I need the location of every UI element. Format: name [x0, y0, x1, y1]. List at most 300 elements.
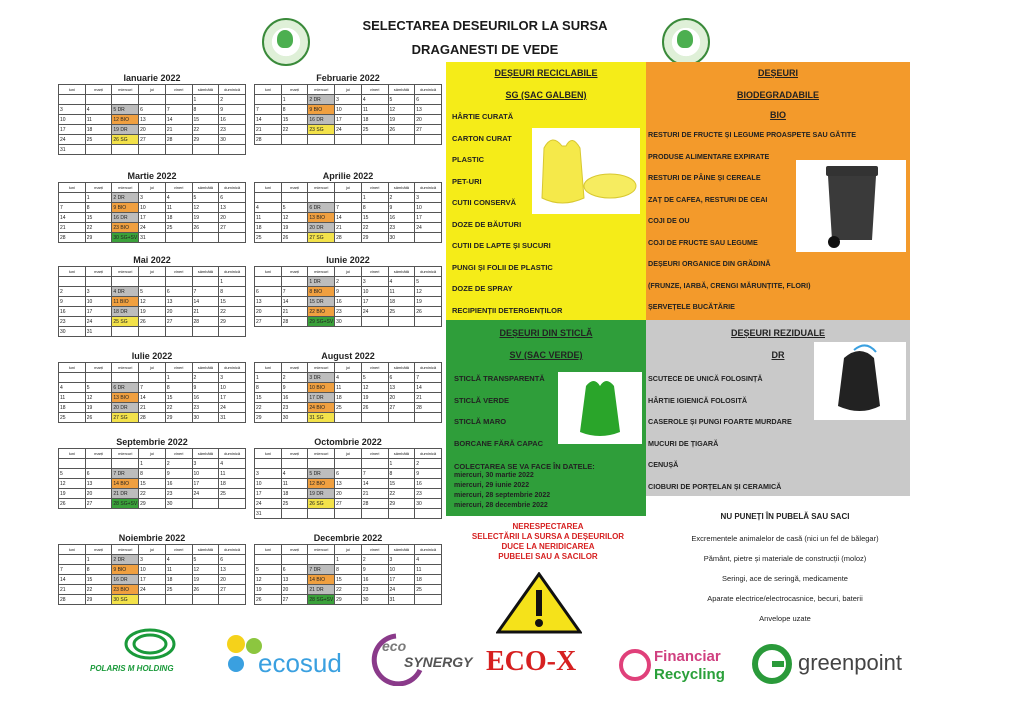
- day-cell: 28: [281, 317, 308, 327]
- day-cell: 4: [281, 469, 308, 479]
- day-cell: 1 DR: [308, 277, 335, 287]
- day-cell: 2: [281, 373, 308, 383]
- day-cell: 11: [219, 469, 246, 479]
- day-cell: [308, 459, 335, 469]
- weekday-header: duminică: [415, 363, 442, 373]
- weekday-header: sâmbătă: [192, 267, 219, 277]
- weekday-header: vineri: [361, 363, 388, 373]
- weekday-header: luni: [59, 267, 86, 277]
- weekday-header: joi: [139, 545, 166, 555]
- day-cell: 16 DR: [308, 115, 335, 125]
- list-item: CUTII DE LAPTE ȘI SUCURI: [452, 241, 551, 250]
- day-cell: 8: [361, 203, 388, 213]
- day-cell: 15: [361, 213, 388, 223]
- day-cell: 15: [219, 297, 246, 307]
- month-title: Octombrie 2022: [314, 437, 382, 447]
- day-cell: 23: [335, 307, 362, 317]
- day-cell: 25: [361, 125, 388, 135]
- day-cell: 7: [281, 287, 308, 297]
- day-cell: [85, 277, 112, 287]
- day-cell: 26: [255, 595, 282, 605]
- day-cell: 8: [85, 203, 112, 213]
- calendar-month: [58, 436, 246, 509]
- day-cell: 6: [255, 287, 282, 297]
- day-cell: 6: [165, 287, 192, 297]
- day-cell: 14 BIO: [308, 575, 335, 585]
- day-cell: 19: [281, 223, 308, 233]
- day-cell: 5: [192, 555, 219, 565]
- day-cell: 19: [361, 393, 388, 403]
- day-cell: 23: [192, 403, 219, 413]
- day-cell: 12: [255, 575, 282, 585]
- day-cell: 20 DR: [308, 223, 335, 233]
- day-cell: 5: [255, 565, 282, 575]
- day-cell: 2: [165, 459, 192, 469]
- day-cell: 24: [139, 585, 166, 595]
- list-item: miercuri, 29 iunie 2022: [454, 482, 530, 489]
- day-cell: [59, 95, 86, 105]
- list-item: (FRUNZE, IARBĂ, CRENGI MĂRUNȚITE, FLORI): [648, 280, 811, 290]
- day-cell: 14: [361, 479, 388, 489]
- day-cell: 18: [415, 575, 442, 585]
- weekday-header: miercuri: [112, 363, 139, 373]
- warning-line: PUBELEI SAU A SACILOR: [498, 552, 598, 561]
- list-item: STICLĂ VERDE: [454, 395, 510, 405]
- day-cell: 21: [281, 307, 308, 317]
- day-cell: 10: [388, 565, 415, 575]
- day-cell: 3: [85, 287, 112, 297]
- weekday-header: luni: [59, 363, 86, 373]
- financial-logo: [618, 648, 652, 687]
- bin-icon: [796, 160, 906, 252]
- day-cell: 10: [85, 297, 112, 307]
- month-table: [58, 362, 246, 423]
- day-cell: 8: [219, 287, 246, 297]
- day-cell: 12: [85, 393, 112, 403]
- day-cell: 27: [415, 125, 442, 135]
- day-cell: 13: [415, 105, 442, 115]
- day-cell: 21: [165, 125, 192, 135]
- residual-title: DEȘEURI REZIDUALE: [730, 328, 825, 338]
- polaris-logo: [110, 626, 190, 662]
- weekday-header: duminică: [219, 449, 246, 459]
- day-cell: 3: [361, 277, 388, 287]
- day-cell: 8: [281, 105, 308, 115]
- day-cell: 13: [165, 297, 192, 307]
- bio-title: DEȘEURI: [757, 68, 798, 78]
- day-cell: 23: [219, 125, 246, 135]
- list-item: HÂRTIE CURATĂ: [452, 112, 514, 121]
- yellow-bag-icon: [532, 128, 640, 214]
- list-item: miercuri, 28 septembrie 2022: [454, 492, 551, 499]
- weekday-header: miercuri: [308, 85, 335, 95]
- collect-title: COLECTAREA SE VA FACE ÎN DATELE:: [454, 462, 595, 471]
- weekday-header: sâmbătă: [388, 267, 415, 277]
- day-cell: [281, 193, 308, 203]
- day-cell: 14: [165, 115, 192, 125]
- weekday-header: luni: [255, 85, 282, 95]
- weekday-header: luni: [59, 545, 86, 555]
- day-cell: 11: [388, 287, 415, 297]
- day-cell: 24: [255, 499, 282, 509]
- day-cell: 11: [361, 105, 388, 115]
- day-cell: [192, 145, 219, 155]
- weekday-header: luni: [255, 545, 282, 555]
- day-cell: 17: [415, 213, 442, 223]
- day-cell: 8: [85, 565, 112, 575]
- day-cell: 5: [281, 203, 308, 213]
- day-cell: [281, 135, 308, 145]
- day-cell: 7 DR: [112, 469, 139, 479]
- day-cell: 10: [361, 287, 388, 297]
- day-cell: 10: [219, 383, 246, 393]
- day-cell: 24: [335, 125, 362, 135]
- day-cell: 4: [388, 277, 415, 287]
- day-cell: 21: [192, 307, 219, 317]
- month-table: [254, 448, 442, 519]
- day-cell: [59, 373, 86, 383]
- day-cell: 1: [85, 555, 112, 565]
- day-cell: 13: [139, 115, 166, 125]
- day-cell: 26 SG: [112, 135, 139, 145]
- weekday-header: vineri: [361, 267, 388, 277]
- weekday-header: luni: [255, 363, 282, 373]
- day-cell: 23: [361, 585, 388, 595]
- day-cell: 29: [219, 317, 246, 327]
- day-cell: 11: [335, 383, 362, 393]
- day-cell: 28 SG+SV: [309, 596, 334, 603]
- day-cell: [165, 595, 192, 605]
- day-cell: 27: [335, 499, 362, 509]
- list-item: STICLĂ MARO: [454, 417, 507, 426]
- weekday-header: duminică: [415, 183, 442, 193]
- day-cell: 5: [388, 95, 415, 105]
- day-cell: 11: [281, 479, 308, 489]
- day-cell: 29: [361, 233, 388, 243]
- day-cell: 29: [85, 233, 112, 243]
- day-cell: [308, 555, 335, 565]
- day-cell: 7: [192, 287, 219, 297]
- day-cell: 13: [219, 203, 246, 213]
- day-cell: 20: [388, 393, 415, 403]
- list-item: PET-URI: [452, 176, 482, 186]
- weekday-header: vineri: [361, 183, 388, 193]
- weekday-header: joi: [335, 363, 362, 373]
- day-cell: 10 BIO: [308, 383, 335, 393]
- weekday-header: sâmbătă: [388, 449, 415, 459]
- day-cell: [85, 95, 112, 105]
- polaris-text: POLARIS M HOLDING: [90, 664, 174, 673]
- weekday-header: luni: [255, 183, 282, 193]
- day-cell: 15: [85, 575, 112, 585]
- day-cell: 30: [281, 413, 308, 423]
- day-cell: 28: [361, 499, 388, 509]
- month-table: [254, 84, 442, 145]
- day-cell: 22: [361, 223, 388, 233]
- day-cell: 18: [255, 223, 282, 233]
- green-bag-icon: [558, 372, 642, 444]
- day-cell: 9: [59, 297, 86, 307]
- day-cell: [85, 373, 112, 383]
- day-cell: 16: [415, 479, 442, 489]
- day-cell: 28: [59, 233, 86, 243]
- day-cell: 2: [361, 555, 388, 565]
- day-cell: [361, 317, 388, 327]
- day-cell: [219, 595, 246, 605]
- day-cell: 17: [59, 125, 86, 135]
- weekday-header: luni: [255, 449, 282, 459]
- day-cell: 11: [415, 565, 442, 575]
- weekday-header: duminică: [219, 85, 246, 95]
- day-cell: [361, 413, 388, 423]
- weekday-header: miercuri: [308, 183, 335, 193]
- day-cell: 29: [192, 135, 219, 145]
- day-cell: 17: [192, 479, 219, 489]
- day-cell: 10: [139, 565, 166, 575]
- day-cell: 17: [388, 575, 415, 585]
- month-title: Septembrie 2022: [116, 437, 188, 447]
- day-cell: [192, 327, 219, 337]
- day-cell: 18: [361, 115, 388, 125]
- day-cell: 1: [219, 277, 246, 287]
- day-cell: 3: [59, 105, 86, 115]
- day-cell: 23: [59, 317, 86, 327]
- glass-panel: [446, 320, 646, 516]
- list-item: DOZE DE SPRAY: [452, 284, 513, 293]
- day-cell: 30: [335, 317, 362, 327]
- day-cell: 29: [139, 499, 166, 509]
- ecox-text: ECO-X: [486, 646, 577, 677]
- day-cell: 10: [192, 469, 219, 479]
- day-cell: 7: [361, 469, 388, 479]
- day-cell: 4: [85, 105, 112, 115]
- day-cell: 30 SG+SV: [113, 234, 138, 241]
- day-cell: [139, 95, 166, 105]
- day-cell: 20: [165, 307, 192, 317]
- month-title: August 2022: [321, 351, 375, 361]
- day-cell: 3: [139, 555, 166, 565]
- glass-subtitle: SV (SAC VERDE): [509, 350, 583, 360]
- day-cell: [335, 135, 362, 145]
- day-cell: 16: [59, 307, 86, 317]
- weekday-header: vineri: [165, 449, 192, 459]
- day-cell: 6: [85, 469, 112, 479]
- day-cell: 1: [192, 95, 219, 105]
- day-cell: 5: [139, 287, 166, 297]
- day-cell: 21 DR: [112, 489, 139, 499]
- day-cell: 20: [281, 585, 308, 595]
- day-cell: 22: [219, 307, 246, 317]
- day-cell: 23 BIO: [112, 223, 139, 233]
- green-bag-image: [558, 372, 642, 444]
- day-cell: 11: [85, 115, 112, 125]
- day-cell: 24: [219, 403, 246, 413]
- day-cell: 19: [192, 213, 219, 223]
- list-item: HÂRTIE IGIENICĂ FOLOSITĂ: [648, 395, 748, 405]
- day-cell: [59, 193, 86, 203]
- warning-line: SELECTĂRII LA SURSA A DEȘEURILOR: [471, 532, 625, 541]
- day-cell: 14: [335, 213, 362, 223]
- day-cell: [415, 509, 442, 519]
- weekday-header: marți: [281, 85, 308, 95]
- weekday-header: duminică: [415, 545, 442, 555]
- day-cell: [59, 277, 86, 287]
- day-cell: 4: [59, 383, 86, 393]
- day-cell: 9 BIO: [112, 565, 139, 575]
- day-cell: [139, 277, 166, 287]
- day-cell: 23: [415, 489, 442, 499]
- day-cell: 31: [139, 233, 166, 243]
- day-cell: 4: [415, 555, 442, 565]
- day-cell: 26: [192, 585, 219, 595]
- day-cell: [85, 145, 112, 155]
- day-cell: 10: [415, 203, 442, 213]
- month-table: [58, 544, 246, 605]
- day-cell: 3: [388, 555, 415, 565]
- bio-code: BIO: [769, 110, 786, 120]
- day-cell: 1: [361, 193, 388, 203]
- day-cell: 4: [165, 555, 192, 565]
- day-cell: 22: [281, 125, 308, 135]
- day-cell: 6: [388, 373, 415, 383]
- calendar-month: [58, 532, 246, 605]
- day-cell: 9: [219, 105, 246, 115]
- day-cell: 12: [361, 383, 388, 393]
- weekday-header: sâmbătă: [388, 183, 415, 193]
- day-cell: 15: [281, 115, 308, 125]
- weekday-header: vineri: [165, 85, 192, 95]
- day-cell: 9: [388, 203, 415, 213]
- weekday-header: marți: [85, 183, 112, 193]
- weekday-header: vineri: [165, 545, 192, 555]
- weekday-header: vineri: [165, 363, 192, 373]
- glass-title: DEȘEURI DIN STICLĂ: [499, 328, 593, 338]
- list-item: PLASTIC: [452, 155, 485, 164]
- day-cell: 13: [85, 479, 112, 489]
- month-title: Aprilie 2022: [322, 171, 374, 181]
- weekday-header: miercuri: [308, 267, 335, 277]
- weekday-header: marți: [281, 363, 308, 373]
- weekday-header: sâmbătă: [192, 85, 219, 95]
- day-cell: 16: [335, 297, 362, 307]
- weekday-header: duminică: [219, 363, 246, 373]
- day-cell: 18: [85, 125, 112, 135]
- day-cell: 22: [255, 403, 282, 413]
- weekday-header: sâmbătă: [192, 183, 219, 193]
- day-cell: [219, 145, 246, 155]
- day-cell: 1: [388, 459, 415, 469]
- day-cell: 24: [192, 489, 219, 499]
- day-cell: 13 BIO: [308, 213, 335, 223]
- day-cell: [219, 499, 246, 509]
- day-cell: 6: [219, 555, 246, 565]
- day-cell: 20 DR: [112, 403, 139, 413]
- day-cell: 7: [59, 565, 86, 575]
- day-cell: 16: [361, 575, 388, 585]
- day-cell: [85, 459, 112, 469]
- day-cell: 4: [165, 193, 192, 203]
- day-cell: [112, 327, 139, 337]
- day-cell: 2: [219, 95, 246, 105]
- day-cell: 6: [281, 565, 308, 575]
- day-cell: 26: [361, 403, 388, 413]
- day-cell: 25: [255, 233, 282, 243]
- black-bag-image: [814, 342, 906, 420]
- day-cell: [192, 233, 219, 243]
- day-cell: 4: [219, 459, 246, 469]
- day-cell: 19: [59, 489, 86, 499]
- list-item: ZAȚ DE CAFEA, RESTURI DE CEAI: [648, 194, 768, 204]
- day-cell: [139, 595, 166, 605]
- day-cell: [361, 135, 388, 145]
- day-cell: 8 BIO: [308, 287, 335, 297]
- day-cell: 18: [388, 297, 415, 307]
- day-cell: 23: [388, 223, 415, 233]
- day-cell: 2 DR: [308, 95, 335, 105]
- day-cell: 11 BIO: [112, 297, 139, 307]
- day-cell: [335, 413, 362, 423]
- day-cell: 19: [85, 403, 112, 413]
- day-cell: 6: [219, 193, 246, 203]
- day-cell: 10: [335, 105, 362, 115]
- weekday-header: miercuri: [112, 449, 139, 459]
- day-cell: 25: [219, 489, 246, 499]
- day-cell: 18 DR: [112, 307, 139, 317]
- day-cell: 27: [281, 595, 308, 605]
- greenpoint-text: greenpoint: [798, 650, 902, 675]
- day-cell: 16 DR: [112, 213, 139, 223]
- day-cell: 31: [85, 327, 112, 337]
- month-table: [254, 182, 442, 243]
- day-cell: 6 DR: [308, 203, 335, 213]
- calendar-month: [254, 436, 442, 519]
- calendar-month: [58, 254, 246, 337]
- recyclable-panel: [446, 62, 646, 320]
- weekday-header: duminică: [219, 183, 246, 193]
- day-cell: 28: [139, 413, 166, 423]
- day-cell: 2: [192, 373, 219, 383]
- weekday-header: luni: [59, 449, 86, 459]
- warning-text: [448, 522, 648, 562]
- month-title: Februarie 2022: [316, 73, 380, 83]
- weekday-header: miercuri: [112, 85, 139, 95]
- list-item: CUTII CONSERVĂ: [452, 198, 517, 207]
- day-cell: 11: [165, 565, 192, 575]
- day-cell: 20: [335, 489, 362, 499]
- day-cell: 29: [85, 595, 112, 605]
- recyclable-subtitle: SG (SAC GALBEN): [505, 90, 587, 100]
- day-cell: 17: [335, 115, 362, 125]
- month-table: [254, 544, 442, 605]
- day-cell: [281, 509, 308, 519]
- day-cell: [388, 413, 415, 423]
- day-cell: 16: [165, 479, 192, 489]
- day-cell: 30: [165, 499, 192, 509]
- day-cell: 24: [361, 307, 388, 317]
- month-table: [58, 182, 246, 243]
- day-cell: 17: [139, 213, 166, 223]
- weekday-header: vineri: [361, 449, 388, 459]
- day-cell: 17: [219, 393, 246, 403]
- day-cell: 20: [85, 489, 112, 499]
- day-cell: 21: [255, 125, 282, 135]
- day-cell: [335, 193, 362, 203]
- day-cell: [281, 459, 308, 469]
- day-cell: 14: [415, 383, 442, 393]
- day-cell: 1: [255, 373, 282, 383]
- day-cell: 26: [85, 413, 112, 423]
- day-cell: [59, 459, 86, 469]
